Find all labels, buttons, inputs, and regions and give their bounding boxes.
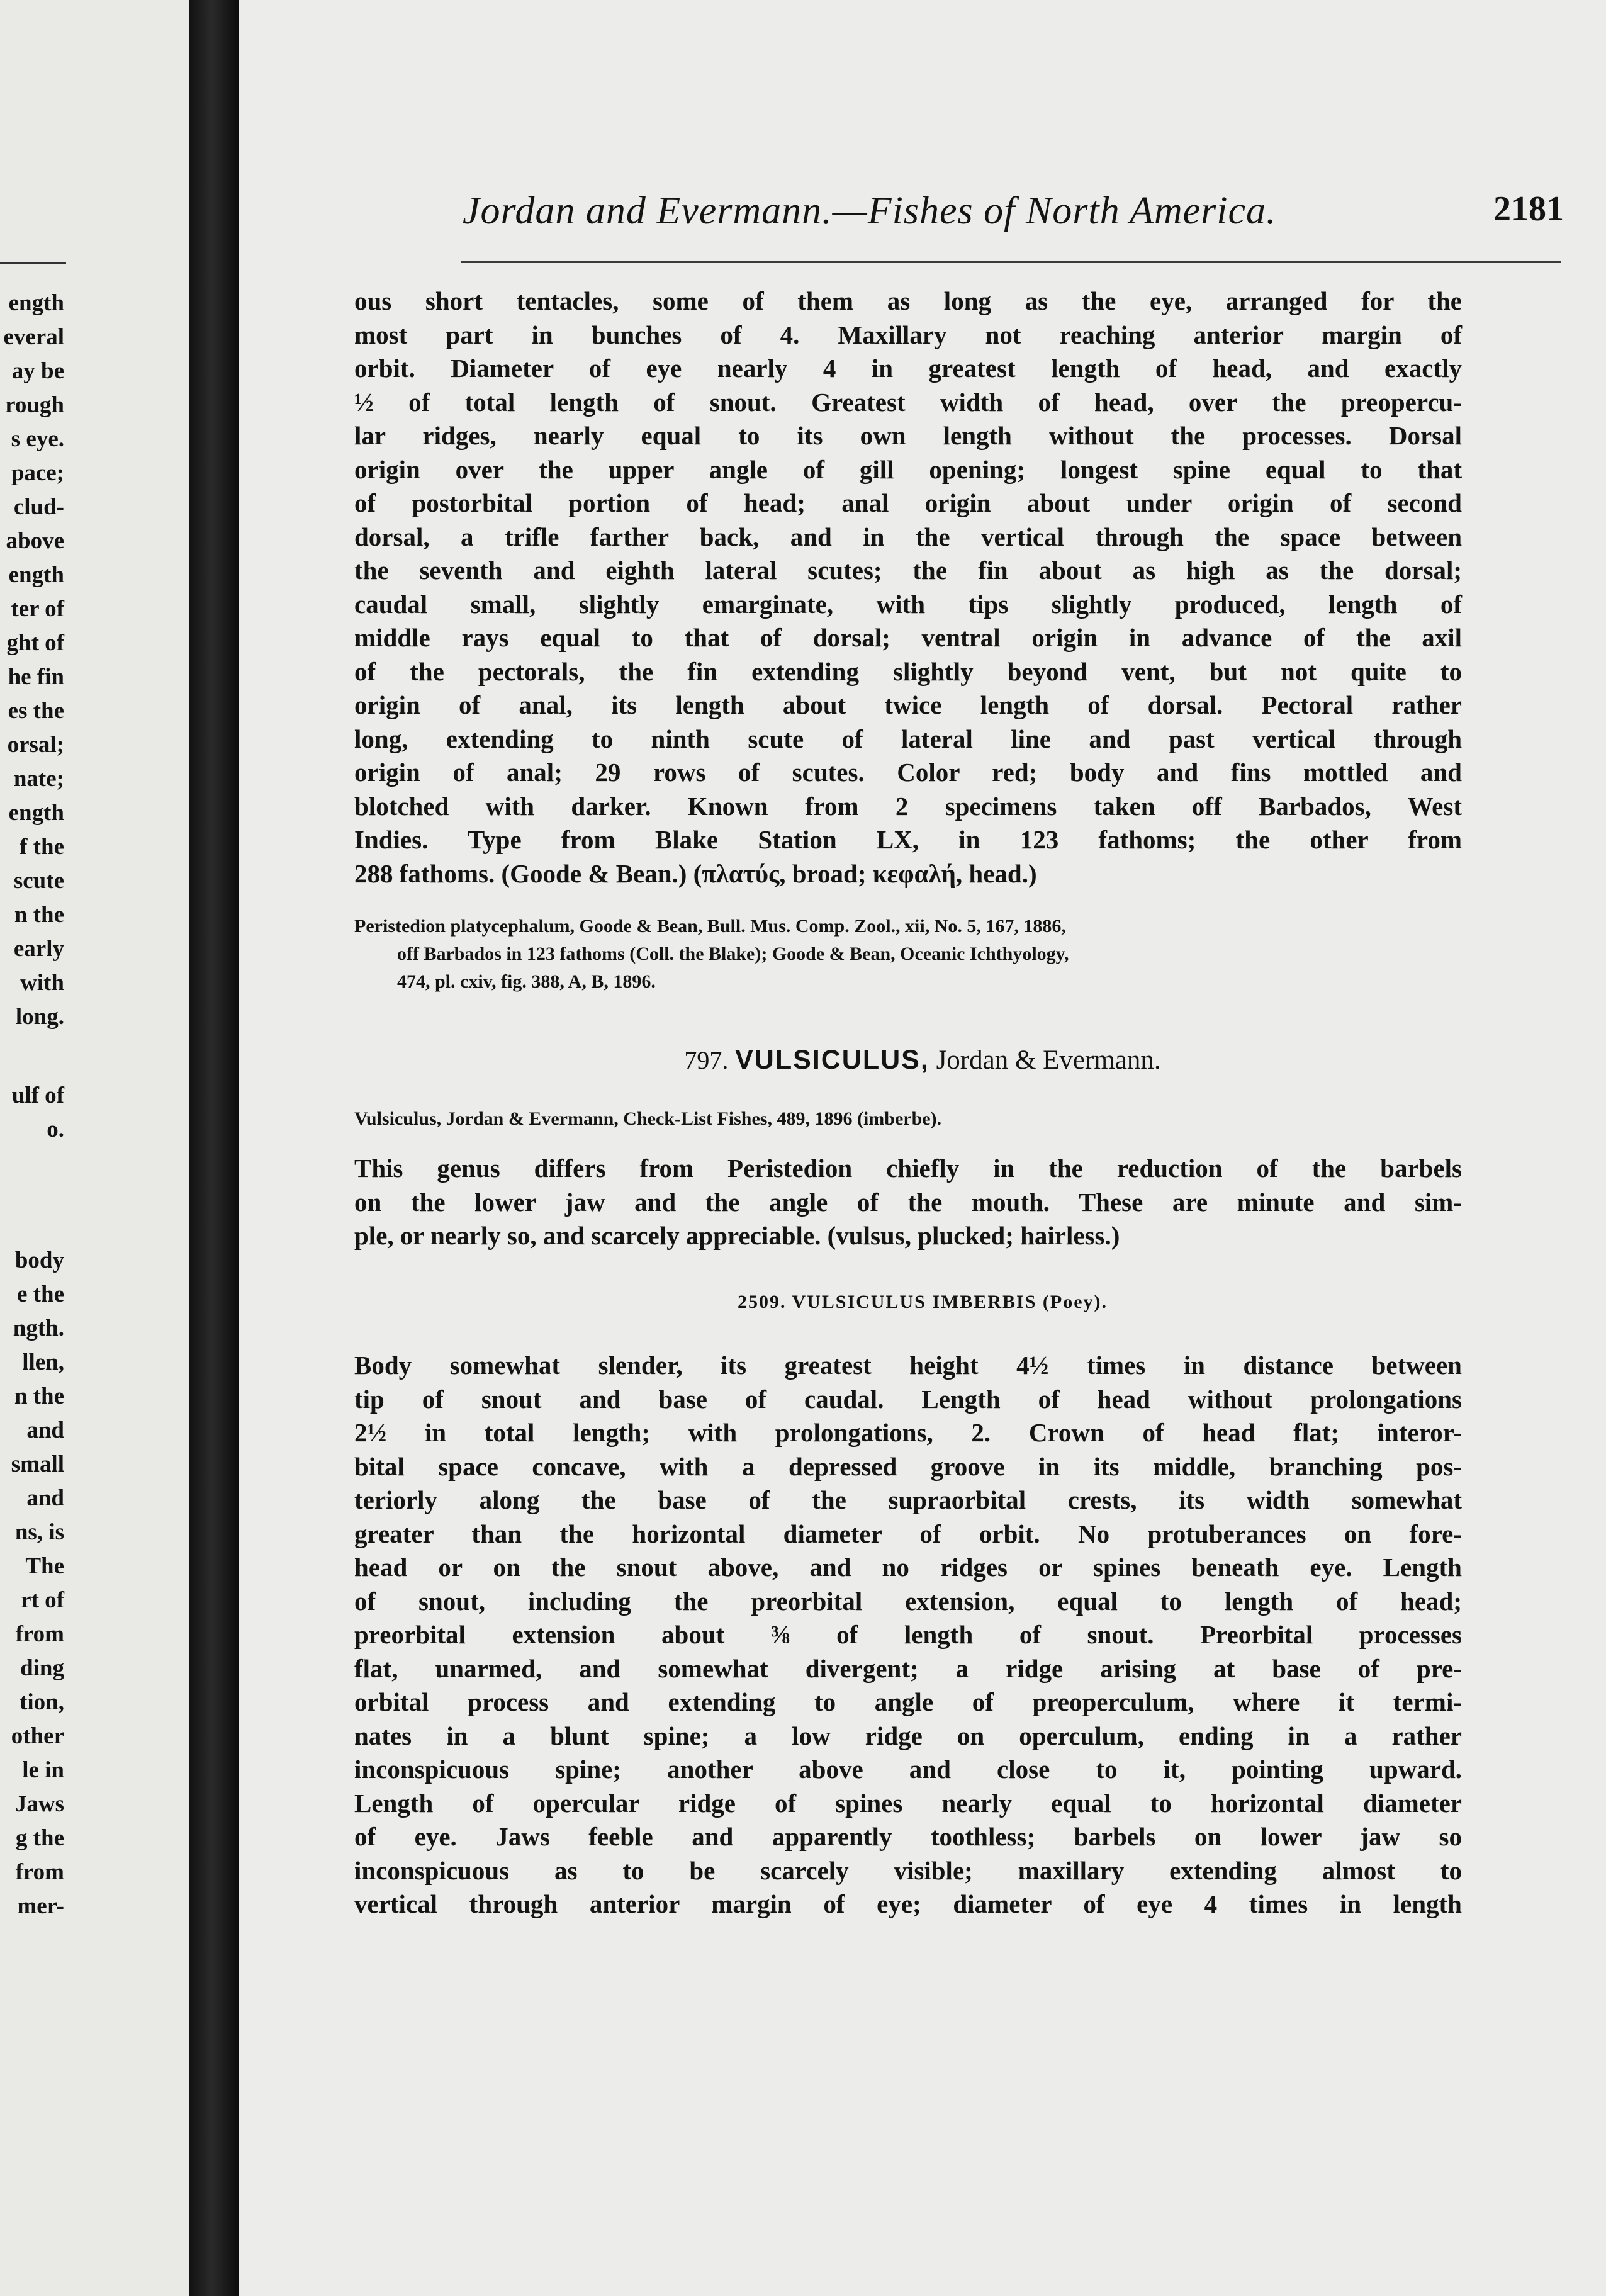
text-line: orbital process and extending to angle of preoperculum, where it termi- bbox=[354, 1687, 1462, 1716]
facing-page-line: and bbox=[26, 1417, 64, 1443]
text-line: bital space concave, with a depressed groove in its middle, branching pos- bbox=[354, 1451, 1462, 1481]
text-line: This genus differs from Peristedion chiefly in the reduction of the barbels bbox=[354, 1154, 1462, 1183]
paragraph-species-description bbox=[354, 1349, 1462, 1922]
text-line: lar ridges, nearly equal to its own length without the processes. Dorsal bbox=[354, 421, 1462, 450]
facing-page-line: other bbox=[11, 1723, 64, 1749]
facing-page-line: from bbox=[15, 1621, 64, 1647]
facing-page-line: ght of bbox=[6, 630, 64, 656]
facing-page-line: rough bbox=[5, 392, 64, 418]
book-page bbox=[239, 0, 1606, 2296]
facing-page-line: g the bbox=[15, 1825, 64, 1851]
text-line: inconspicuous spine; another above and close to it, pointing upward. bbox=[354, 1755, 1462, 1784]
facing-page-line: e the bbox=[17, 1281, 64, 1307]
facing-page-line: ulf of bbox=[11, 1083, 64, 1108]
page-header bbox=[463, 189, 1564, 239]
text-line: origin over the upper angle of gill opening; longest spine equal to that bbox=[354, 454, 1462, 484]
genus-number: 797. bbox=[684, 1046, 729, 1074]
facing-page-line: clud- bbox=[13, 494, 64, 520]
facing-page-line: tion, bbox=[20, 1689, 64, 1715]
facing-page-rule bbox=[0, 262, 66, 264]
text-line: most part in bunches of 4. Maxillary not reaching anterior margin of bbox=[354, 320, 1462, 349]
text-line: inconspicuous as to be scarcely visible; maxillary extending almost to bbox=[354, 1855, 1462, 1885]
facing-page-line: ter of bbox=[11, 596, 64, 622]
facing-page-line: ength bbox=[8, 800, 64, 826]
facing-page-line: orsal; bbox=[7, 732, 64, 758]
facing-page-line: mer- bbox=[17, 1893, 64, 1919]
text-line: tip of snout and base of caudal. Length of head without prolongations bbox=[354, 1384, 1462, 1414]
facing-page-line: small bbox=[11, 1451, 64, 1477]
facing-page-line: rt of bbox=[21, 1587, 64, 1613]
text-line: of eye. Jaws feeble and apparently toothless; barbels on lower jaw so bbox=[354, 1822, 1462, 1851]
facing-page-line: ns, is bbox=[14, 1519, 64, 1545]
text-line: 2½ in total length; with prolongations, 2. Crown of head flat; interor- bbox=[354, 1418, 1462, 1447]
text-line: greater than the horizontal diameter of orbit. No protuberances on fore- bbox=[354, 1519, 1462, 1548]
text-line: origin of anal, its length about twice length of dorsal. Pectoral rather bbox=[354, 690, 1462, 719]
page-number: 2181 bbox=[1493, 189, 1564, 228]
text-line: head or on the snout above, and no ridges or spines beneath eye. Length bbox=[354, 1553, 1462, 1582]
facing-page-line: nate; bbox=[13, 766, 64, 792]
text-line: caudal small, slightly emarginate, with tips slightly produced, length of bbox=[354, 589, 1462, 619]
text-line: on the lower jaw and the angle of the mouth. These are minute and sim- bbox=[354, 1187, 1462, 1217]
paragraph-description-continued bbox=[354, 284, 1462, 891]
facing-page-line: from bbox=[15, 1859, 64, 1885]
text-line: Indies. Type from Blake Station LX, in 123 fathoms; the other from bbox=[354, 825, 1462, 854]
header-rule bbox=[461, 261, 1561, 263]
text-line: the seventh and eighth lateral scutes; the fin about as high as the dorsal; bbox=[354, 556, 1462, 585]
facing-page-line: le in bbox=[22, 1757, 64, 1783]
facing-page-line: body bbox=[14, 1247, 64, 1273]
citation-line: off Barbados in 123 fathoms (Coll. the Blake); Goode & Bean, Oceanic Ichthyology, bbox=[397, 943, 1069, 964]
text-line: flat, unarmed, and somewhat divergent; a ridge arising at base of pre- bbox=[354, 1653, 1462, 1683]
facing-page-line: es the bbox=[8, 698, 64, 724]
text-line: ple, or nearly so, and scarcely appreciable. (vulsus, plucked; hairless.) bbox=[354, 1221, 1120, 1250]
facing-page-text-top bbox=[0, 286, 64, 1034]
facing-page-line: The bbox=[25, 1553, 64, 1579]
citation-line: 474, pl. cxiv, fig. 388, A, B, 1896. bbox=[397, 971, 656, 992]
genus-name: VULSICULUS, bbox=[735, 1045, 929, 1075]
text-line: ous short tentacles, some of them as long as the eye, arranged for the bbox=[354, 286, 1462, 315]
facing-page-line: llen, bbox=[22, 1349, 64, 1375]
genus-citation-line: Vulsiculus, Jordan & Evermann, Check-List Fishes, 489, 1896 (imberbe). bbox=[354, 1108, 942, 1129]
facing-page-text-middle bbox=[0, 1079, 64, 1147]
facing-page-line: early bbox=[13, 936, 64, 962]
text-line: ½ of total length of snout. Greatest width of head, over the preopercu- bbox=[354, 387, 1462, 417]
text-line: nates in a blunt spine; a low ridge on operculum, ending in a rather bbox=[354, 1721, 1462, 1750]
facing-page-line: everal bbox=[3, 324, 64, 350]
running-head: Jordan and Evermann.—Fishes of North America. bbox=[463, 189, 1277, 232]
facing-page-line: o. bbox=[47, 1117, 64, 1142]
text-line: teriorly along the base of the supraorbital crests, its width somewhat bbox=[354, 1485, 1462, 1514]
facing-page-line: Jaws bbox=[14, 1791, 64, 1817]
text-line: preorbital extension about ⅜ of length of snout. Preorbital processes bbox=[354, 1620, 1462, 1649]
facing-page-line: ength bbox=[8, 562, 64, 588]
facing-page-line: he fin bbox=[8, 664, 64, 690]
text-line: Body somewhat slender, its greatest height 4½ times in distance between bbox=[354, 1351, 1462, 1380]
facing-page-line: ngth. bbox=[13, 1315, 64, 1341]
text-line: orbit. Diameter of eye nearly 4 in greatest length of head, and exactly bbox=[354, 354, 1462, 383]
facing-page-line: n the bbox=[14, 902, 64, 928]
text-line: vertical through anterior margin of eye; diameter of eye 4 times in length bbox=[354, 1889, 1462, 1918]
facing-page-line: ength bbox=[8, 290, 64, 316]
facing-page-line: s eye. bbox=[11, 426, 64, 452]
book-gutter bbox=[189, 0, 239, 2296]
citation-platycephalum bbox=[354, 913, 1462, 996]
text-line: blotched with darker. Known from 2 specimens taken off Barbados, West bbox=[354, 791, 1462, 821]
facing-page-text-bottom bbox=[0, 1244, 64, 1923]
genus-heading bbox=[239, 1045, 1606, 1076]
genus-citation bbox=[354, 1105, 1462, 1133]
facing-page-line: n the bbox=[14, 1383, 64, 1409]
facing-page-line: above bbox=[6, 528, 64, 554]
text-line: middle rays equal to that of dorsal; ventral origin in advance of the axil bbox=[354, 623, 1462, 652]
facing-page-line: pace; bbox=[11, 460, 64, 486]
text-line: 288 fathoms. (Goode & Bean.) (πλατύς, broad; κεφαλή, head.) bbox=[354, 858, 1037, 888]
text-line: dorsal, a trifle farther back, and in the vertical through the space between bbox=[354, 522, 1462, 551]
citation-line: Peristedion platycephalum, Goode & Bean, Bull. Mus. Comp. Zool., xii, No. 5, 167, 1886, bbox=[354, 916, 1066, 937]
text-line: long, extending to ninth scute of lateral line and past vertical through bbox=[354, 724, 1462, 753]
facing-page-line: f the bbox=[20, 834, 64, 860]
facing-page-line: ding bbox=[20, 1655, 64, 1681]
facing-page-line: with bbox=[20, 970, 64, 996]
facing-page-line: scute bbox=[13, 868, 64, 894]
text-line: of postorbital portion of head; anal origin about under origin of second bbox=[354, 488, 1462, 517]
text-line: of the pectorals, the fin extending slightly beyond vent, but not quite to bbox=[354, 656, 1462, 686]
facing-page-line: ay be bbox=[11, 358, 64, 384]
species-heading: 2509. VULSICULUS IMBERBIS (Poey). bbox=[737, 1292, 1108, 1312]
text-line: of snout, including the preorbital extension, equal to length of head; bbox=[354, 1586, 1462, 1616]
text-line: Length of opercular ridge of spines nearly equal to horizontal diameter bbox=[354, 1788, 1462, 1818]
genus-authority: Jordan & Evermann. bbox=[936, 1045, 1161, 1075]
facing-page-line: long. bbox=[15, 1004, 64, 1030]
paragraph-genus-description bbox=[354, 1152, 1462, 1253]
text-line: origin of anal; 29 rows of scutes. Color red; body and fins mottled and bbox=[354, 758, 1462, 787]
facing-page-line: and bbox=[26, 1485, 64, 1511]
facing-page-fragment bbox=[0, 0, 189, 2296]
